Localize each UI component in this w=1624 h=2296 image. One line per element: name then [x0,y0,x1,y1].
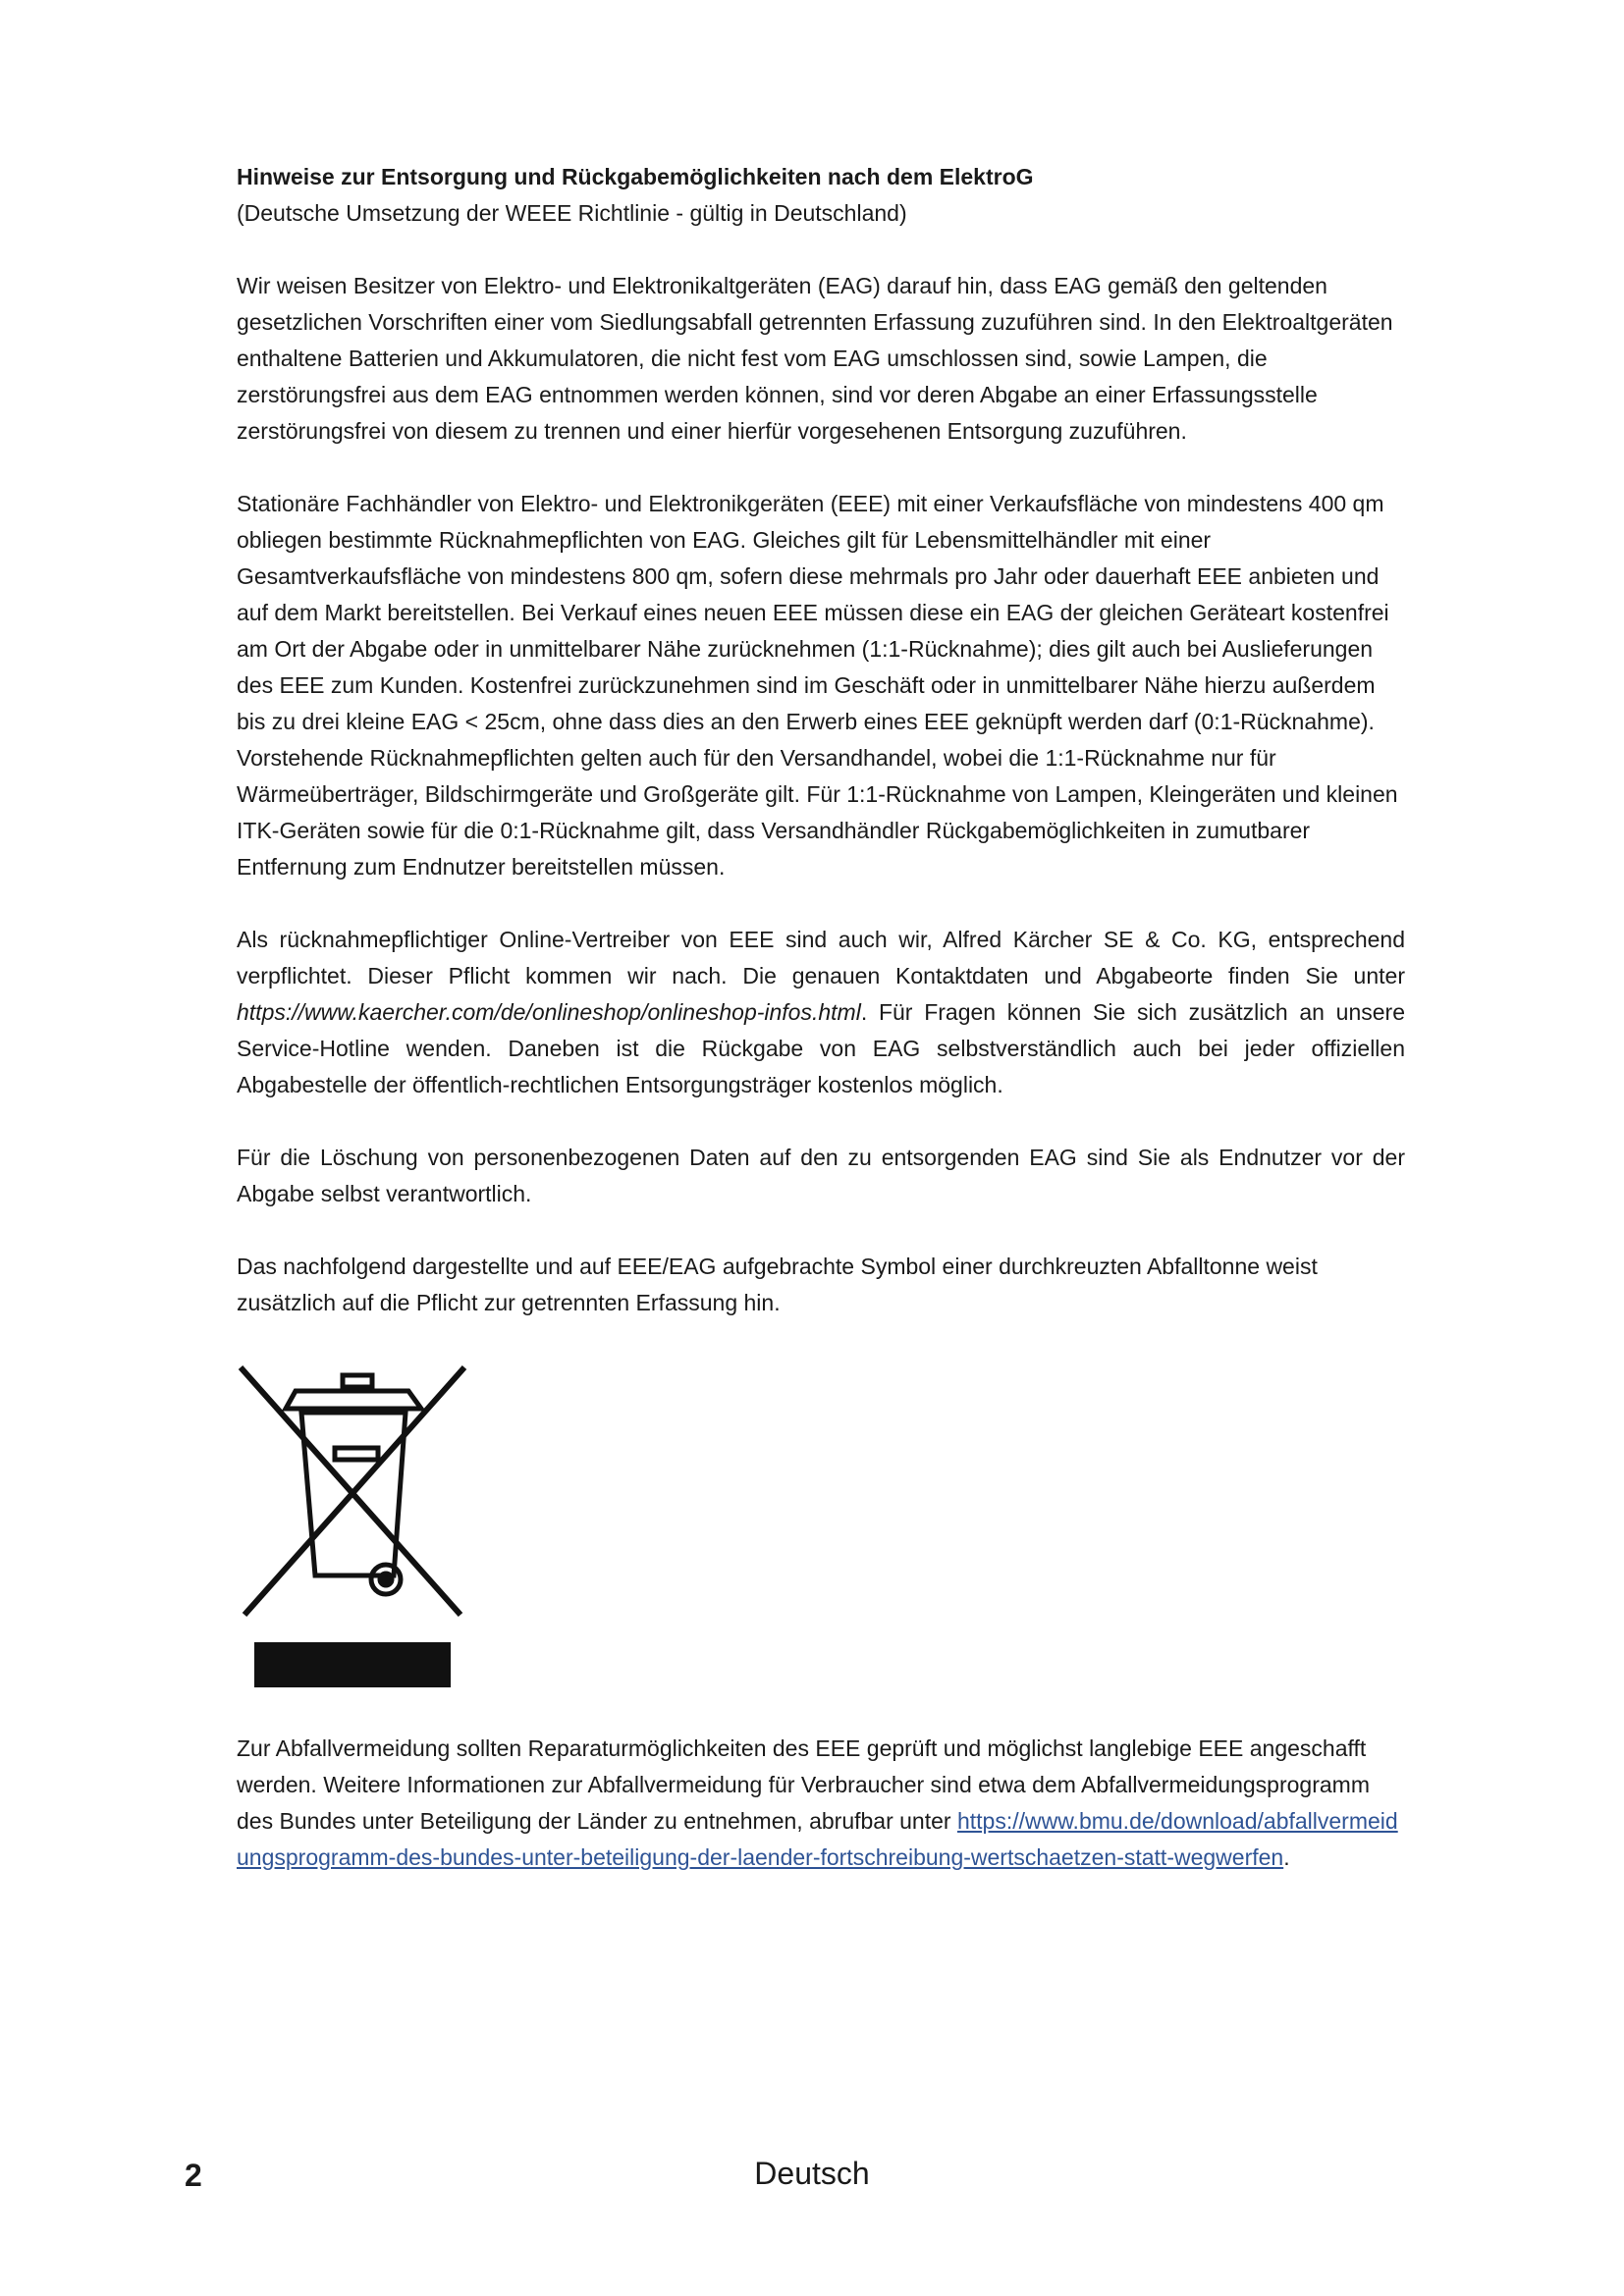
paragraph-bin-symbol: Das nachfolgend dargestellte und auf EEE/EAG aufgebrachte Symbol einer durchkreuzten Abfalltonne weist zusätzlich auf die Pflicht zur getrennten Erfassung hin. [237,1254,1318,1315]
paragraph-online-retailer [237,922,1405,1103]
kaercher-info-url: https://www.kaercher.com/de/onlineshop/onlineshop-infos.html [237,999,861,1025]
document-body [237,159,1405,1912]
weee-symbol [237,1358,472,1691]
paragraph-waste-prevention-end: . [1283,1844,1290,1870]
page-number: 2 [185,2158,202,2193]
paragraph-online-retailer-text-2: . Für Fragen können Sie sich zusätzlich an unsere Service-Hotline wenden. Daneben ist die Rückgabe von EAG selbstverständlich auch bei jeder offiziellen Abgabestelle der öffentlich-rechtlichen Entsorgungsträger kostenlos möglich. [237,999,1405,1097]
language-label: Deutsch [754,2156,870,2191]
crossed-out-wheeled-bin-icon [237,1358,472,1691]
document-subheading: (Deutsche Umsetzung der WEEE Richtlinie - gültig in Deutschland) [237,200,907,226]
paragraph-data-deletion: Für die Löschung von personenbezogenen Daten auf den zu entsorgenden EAG sind Sie als Endnutzer vor der Abgabe selbst verantwortlich. [237,1145,1405,1206]
bmu-download-link[interactable]: https://www.bmu.de/download/abfallvermeidungsprogramm-des-bundes-unter-beteiligung-der-laender-fortschreibung-wertschaetzen-statt-wegwerfen [237,1808,1398,1870]
document-heading: Hinweise zur Entsorgung und Rückgabemöglichkeiten nach dem ElektroG [237,164,1034,189]
paragraph-return-obligations: Stationäre Fachhändler von Elektro- und Elektronikgeräten (EEE) mit einer Verkaufsfläche von mindestens 400 qm obliegen bestimmte Rücknahmepflichten von EAG. Gleiches gilt für Lebensmittelhändler mit einer Gesamtverkaufsfläche von mindestens 800 qm, sofern diese mehrmals pro Jahr oder dauerhaft EEE anbieten und auf dem Markt bereitstellen. Bei Verkauf eines neuen EEE müssen diese ein EAG der gleichen Geräteart kostenfrei am Ort der Abgabe oder in unmittelbarer Nähe zurücknehmen (1:1-Rücknahme); dies gilt auch bei Auslieferungen des EEE zum Kunden. Kostenfrei zurückzunehmen sind im Geschäft oder in unmittelbarer Nähe hierzu außerdem bis zu drei kleine EAG < 25cm, ohne dass dies an den Erwerb eines EEE geknüpft werden darf (0:1-Rücknahme). Vorstehende Rücknahmepflichten gelten auch für den Versandhandel, wobei die 1:1-Rücknahme nur für Wärmeüberträger, Bildschirmgeräte und Großgeräte gilt. Für 1:1-Rücknahme von Lampen, Kleingeräten und kleinen ITK-Geräten sowie für die 0:1-Rücknahme gilt, dass Versandhändler Rückgabemöglichkeiten in zumutbarer Entfernung zum Endnutzer bereitstellen müssen. [237,491,1398,880]
paragraph-waste-prevention [237,1731,1405,1876]
paragraph-eag-separation: Wir weisen Besitzer von Elektro- und Elektronikaltgeräten (EAG) darauf hin, dass EAG gemäß den geltenden gesetzlichen Vorschriften einer vom Siedlungsabfall getrennten Erfassung zuzuführen sind. In den Elektroaltgeräten enthaltene Batterien und Akkumulatoren, die nicht fest vom EAG umschlossen sind, sowie Lampen, die zerstörungsfrei aus dem EAG entnommen werden können, sind vor deren Abgabe an einer Erfassungsstelle zerstörungsfrei von diesem zu trennen und einer hierfür vorgesehenen Entsorgung zuzuführen. [237,273,1393,444]
paragraph-online-retailer-text-1: Als rücknahmepflichtiger Online-Vertreiber von EEE sind auch wir, Alfred Kärcher SE & Co. KG, entsprechend verpflichtet. Dieser Pflicht kommen wir nach. Die genauen Kontaktdaten und Abgabeorte finden Sie unter [237,927,1405,988]
paragraph-waste-prevention-text: Zur Abfallvermeidung sollten Reparaturmöglichkeiten des EEE geprüft und möglichst langlebige EEE angeschafft werden. Weitere Informationen zur Abfallvermeidung für Verbraucher sind etwa dem Abfallvermeidungsprogramm des Bundes unter Beteiligung der Länder zu entnehmen, abrufbar unter [237,1735,1370,1834]
